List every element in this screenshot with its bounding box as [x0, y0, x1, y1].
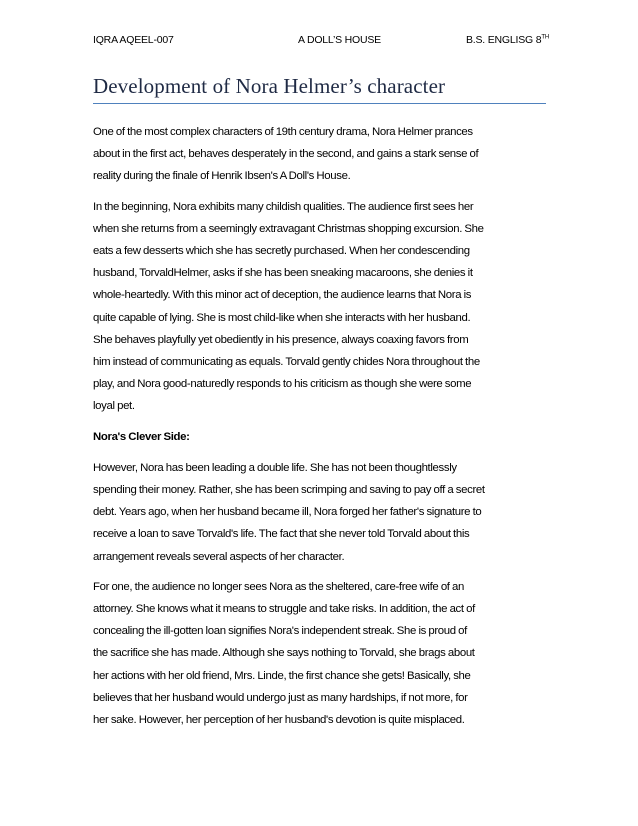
paragraph-line: quite capable of lying. She is most child-like when she interacts with her husband.	[93, 311, 471, 324]
paragraph-for-one	[93, 576, 545, 731]
document-body	[93, 121, 545, 739]
paragraph-line: concealing the ill-gotten loan signifies Nora's independent streak. She is proud of	[93, 625, 467, 638]
paragraph-double-life	[93, 457, 545, 568]
paragraph-line: about in the first act, behaves desperately in the second, and gains a stark sense of	[93, 148, 479, 161]
paragraph-line: arrangement reveals several aspects of her character.	[93, 550, 345, 563]
paragraph-line: In the beginning, Nora exhibits many childish qualities. The audience first sees her	[93, 200, 474, 213]
paragraph-line: eats a few desserts which she has secretly purchased. When her condescending	[93, 245, 470, 258]
document-title: Development of Nora Helmer’s character	[93, 74, 446, 98]
header-course-sup: TH	[541, 34, 549, 41]
paragraph-line: reality during the finale of Henrik Ibsen's A Doll's House.	[93, 170, 351, 183]
page-header	[93, 34, 549, 50]
paragraph-line: him instead of communicating as equals. Torvald gently chides Nora throughout the	[93, 356, 480, 369]
paragraph-line: when she returns from a seemingly extravagant Christmas shopping excursion. She	[93, 222, 484, 235]
paragraph-line: play, and Nora good-naturedly responds to his criticism as though she were some	[93, 378, 472, 391]
paragraph-beginning	[93, 196, 545, 418]
paragraph-line: For one, the audience no longer sees Nora as the sheltered, care-free wife of an	[93, 580, 465, 593]
section-subheading: Nora's Clever Side:	[93, 430, 190, 443]
paragraph-line: attorney. She knows what it means to struggle and take risks. In addition, the act of	[93, 603, 475, 616]
paragraph-line: spending their money. Rather, she has been scrimping and saving to pay off a secret	[93, 484, 485, 497]
paragraph-line: husband, TorvaldHelmer, asks if she has been sneaking macaroons, she denies it	[93, 267, 473, 280]
header-author: IQRA AQEEL-007	[93, 34, 174, 46]
paragraph-line: debt. Years ago, when her husband became ill, Nora forged her father's signature to	[93, 506, 482, 519]
header-work-title: A DOLL’S HOUSE	[298, 34, 381, 46]
paragraph-line: the sacrifice she has made. Although she says nothing to Torvald, she brags about	[93, 647, 475, 660]
paragraph-line: loyal pet.	[93, 400, 135, 413]
paragraph-line: believes that her husband would undergo just as many hardships, if not more, for	[93, 691, 468, 704]
paragraph-line: her sake. However, her perception of her husband's devotion is quite misplaced.	[93, 714, 465, 727]
header-course-text: B.S. ENGLISG 8	[465, 34, 542, 46]
paragraph-line: One of the most complex characters of 19th century drama, Nora Helmer prances	[93, 126, 473, 138]
paragraph-line: She behaves playfully yet obediently in his presence, always coaxing favors from	[93, 333, 469, 346]
paragraph-line: her actions with her old friend, Mrs. Linde, the first chance she gets! Basically, she	[93, 669, 471, 682]
header-course	[466, 34, 549, 46]
paragraph-line: However, Nora has been leading a double life. She has not been thoughtlessly	[93, 461, 457, 474]
title-underline-rule	[93, 103, 546, 104]
paragraph-intro	[93, 121, 545, 188]
paragraph-line: whole-heartedly. With this minor act of deception, the audience learns that Nora is	[93, 289, 472, 302]
paragraph-line: receive a loan to save Torvald's life. The fact that she never told Torvald about this	[93, 528, 470, 541]
